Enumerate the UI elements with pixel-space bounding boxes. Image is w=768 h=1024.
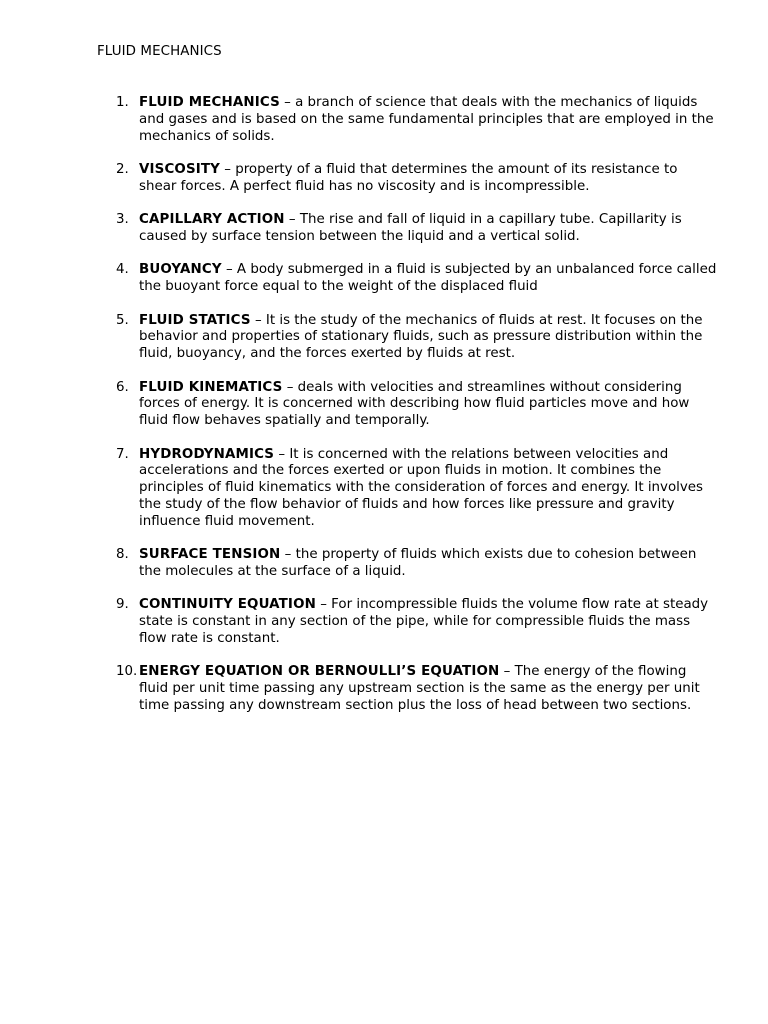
item-number: 3.: [116, 212, 129, 228]
list-item: [0, 380, 768, 430]
item-term: HYDRODYNAMICS: [139, 446, 275, 462]
item-definition: – the property of fluids which exists due to cohesion between the molecules at the surface of a liquid.: [139, 547, 697, 579]
item-term: FLUID MECHANICS: [139, 95, 280, 110]
item-number: 2.: [116, 161, 129, 177]
item-term: SURFACE TENSION: [139, 547, 281, 563]
list-item: [0, 313, 768, 363]
item-number: 7.: [116, 446, 129, 462]
item-number: 10.: [116, 664, 138, 680]
item-number: 8.: [116, 547, 129, 563]
item-term: FLUID STATICS: [139, 312, 251, 328]
list-item: [0, 95, 768, 145]
list-item: [0, 262, 768, 296]
item-number: 5.: [116, 312, 129, 328]
item-definition: – It is the study of the mechanics of fluids at rest. It focuses on the behavior and properties of stationary fluids, such as pressure distribution within the fluid, buoyancy, and the forces exerted by fluids at rest.: [139, 312, 703, 362]
item-definition: – property of a fluid that determines the amount of its resistance to shear forces. A perfect fluid has no viscosity and is incompressible.: [139, 161, 678, 194]
item-term: BUOYANCY: [139, 262, 222, 278]
document-title: FLUID MECHANICS: [97, 44, 222, 59]
item-definition: – The energy of the flowing fluid per unit time passing any upstream section is the same as the energy per unit time passing any downstream section plus the loss of head between two sections.: [139, 664, 700, 713]
list-item: [0, 162, 768, 196]
item-number: 1.: [116, 95, 129, 110]
item-term: FLUID KINEMATICS: [139, 379, 283, 395]
item-term: CAPILLARY ACTION: [139, 212, 285, 228]
item-definition: – deals with velocities and streamlines without considering forces of energy. It is concerned with describing how fluid particles move and how fluid flow behaves spatially and temporally.: [139, 379, 690, 429]
item-term: VISCOSITY: [139, 161, 221, 177]
item-term: ENERGY EQUATION OR BERNOULLI’S EQUATION: [139, 664, 500, 680]
definition-list: [0, 95, 768, 731]
item-term: CONTINUITY EQUATION: [139, 597, 316, 613]
item-number: 4.: [116, 262, 129, 278]
item-definition: – For incompressible fluids the volume flow rate at steady state is constant in any section of the pipe, while for compressible fluids the mass flow rate is constant.: [139, 597, 709, 646]
list-item: [0, 597, 768, 647]
item-number: 6.: [116, 379, 129, 395]
list-item: [0, 664, 768, 714]
item-definition: – a branch of science that deals with the mechanics of liquids and gases and is based on the same fundamental principles that are employed in the mechanics of solids.: [139, 95, 714, 144]
item-definition: – It is concerned with the relations between velocities and accelerations and the forces exerted or upon fluids in motion. It combines the principles of fluid kinematics with the consideration of forces and energy. It involves the study of the flow behavior of fluids and how forces like pressure and gravity influence fluid movement.: [139, 446, 704, 529]
list-item: [0, 447, 768, 531]
list-item: [0, 212, 768, 246]
item-definition: – The rise and fall of liquid in a capillary tube. Capillarity is caused by surface tension between the liquid and a vertical solid.: [139, 212, 682, 244]
item-definition: – A body submerged in a fluid is subjected by an unbalanced force called the buoyant force equal to the weight of the displaced fluid: [139, 262, 717, 295]
item-number: 9.: [116, 597, 129, 613]
list-item: [0, 547, 768, 581]
